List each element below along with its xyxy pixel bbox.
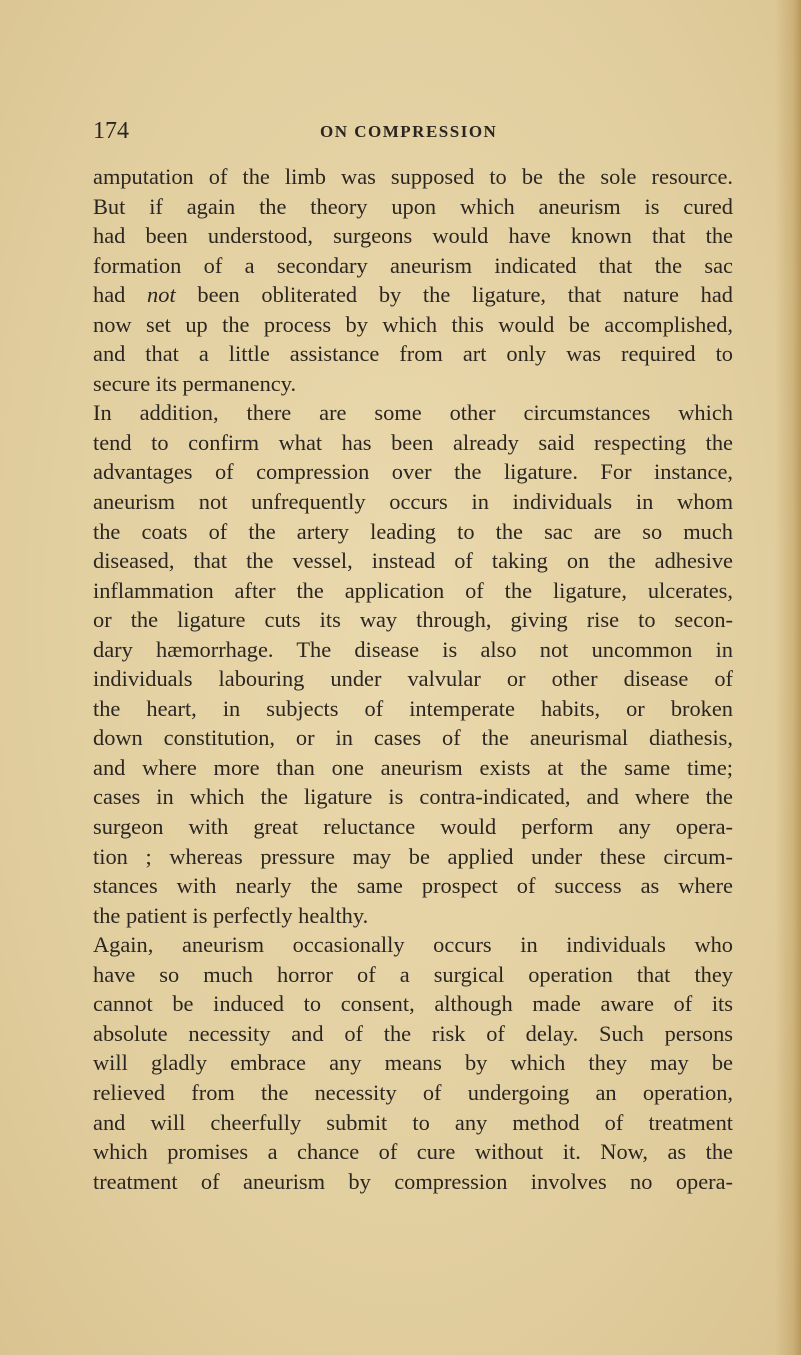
text-line: But if again the theory upon which aneurism is cured [93, 193, 733, 219]
text-line: Again, aneurism occasionally occurs in individuals who [93, 932, 733, 958]
text-line: and where more than one aneurism exists at the same time; [93, 754, 733, 780]
text-segment: been obliterated by the ligature, that nature had [175, 282, 733, 308]
text-line: cannot be induced to consent, although made aware of its [93, 991, 733, 1017]
text-line: down constitution, or in cases of the aneurismal diathesis, [93, 725, 733, 751]
text-line: individuals labouring under valvular or other disease of [93, 666, 733, 692]
text-line: advantages of compression over the ligature. For instance, [93, 459, 733, 485]
text-line: surgeon with great reluctance would perform any opera- [93, 814, 733, 840]
text-line: inflammation after the application of the ligature, ulcerates, [93, 577, 733, 603]
text-line: secure its permanency. [93, 370, 297, 396]
text-line: absolute necessity and of the risk of delay. Such persons [93, 1020, 733, 1046]
page-number: 174 [93, 118, 129, 144]
text-line: the patient is perfectly healthy. [93, 902, 369, 928]
text-line: tend to confirm what has been already said respecting the [93, 429, 733, 455]
text-line: aneurism not unfrequently occurs in individuals in whom [93, 489, 733, 515]
text-line: the heart, in subjects of intemperate habits, or broken [93, 695, 733, 721]
body-text [93, 162, 733, 1196]
emphasis-text: not [147, 282, 176, 308]
text-line: amputation of the limb was supposed to be the sole resource. [93, 164, 733, 189]
running-title: ON COMPRESSION [320, 122, 498, 141]
text-line: cases in which the ligature is contra-indicated, and where the [93, 784, 733, 810]
text-line: and will cheerfully submit to any method of treatment [93, 1109, 733, 1135]
text-line: now set up the process by which this would be accomplished, [93, 311, 733, 337]
text-line: treatment of aneurism by compression involves no opera- [93, 1168, 733, 1194]
text-line: dary hæmorrhage. The disease is also not uncommon in [93, 636, 733, 662]
text-line: the coats of the artery leading to the sac are so much [93, 518, 733, 544]
text-line: stances with nearly the same prospect of success as where [93, 873, 733, 899]
running-head [0, 118, 801, 148]
text-segment: had [93, 282, 148, 308]
text-line: relieved from the necessity of undergoing an operation, [93, 1079, 733, 1105]
text-line: formation of a secondary aneurism indicated that the sac [93, 252, 733, 278]
text-line: had been understood, surgeons would have known that the [93, 223, 733, 249]
text-line: diseased, that the vessel, instead of taking on the adhesive [93, 548, 733, 574]
text-line: have so much horror of a surgical operation that they [93, 961, 733, 987]
text-line: which promises a chance of cure without it. Now, as the [93, 1139, 733, 1165]
text-line: In addition, there are some other circumstances which [93, 400, 733, 426]
text-line: and that a little assistance from art only was required to [93, 341, 733, 367]
text-line: tion ; whereas pressure may be applied under these circum- [93, 843, 733, 869]
text-line: or the ligature cuts its way through, giving rise to secon- [93, 607, 733, 633]
text-line: will gladly embrace any means by which they may be [93, 1050, 733, 1076]
page-edge-shadow [775, 0, 801, 1355]
text-line [93, 280, 733, 310]
